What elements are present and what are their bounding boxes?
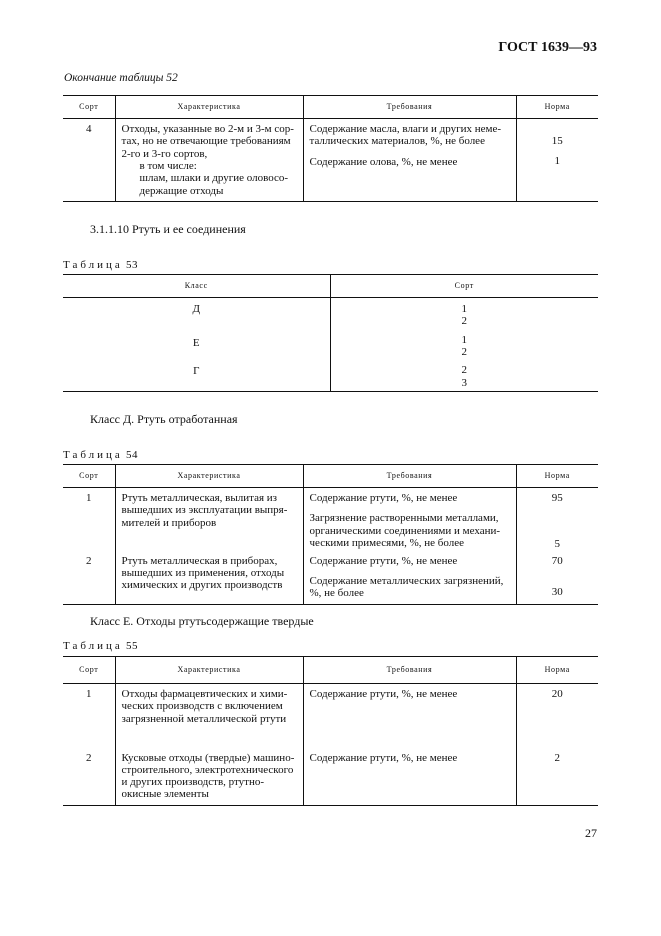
table-header-row bbox=[63, 657, 598, 684]
column-header-norm: Норма bbox=[516, 657, 598, 684]
grade-cell: 1 2 bbox=[461, 333, 467, 358]
table-row bbox=[63, 555, 598, 605]
column-header-requirements: Требования bbox=[303, 465, 516, 488]
grade-cell: 1 2 bbox=[461, 303, 467, 328]
norm-cell: 20 bbox=[551, 688, 563, 700]
column-header-norm: Норма bbox=[516, 96, 598, 119]
table-55-label: Таблица 55 bbox=[63, 640, 139, 652]
column-header-requirements: Требования bbox=[303, 96, 516, 119]
column-header-grade: Сорт bbox=[63, 96, 115, 119]
table-row bbox=[63, 684, 598, 748]
page-number: 27 bbox=[585, 826, 597, 840]
characteristic-cell: Отходы, указанные во 2-м и 3-м сор- тах, но не отвечающие требованиям 2-го и 3-го сортов, в том числе: шлам, шлаки и другие оловосо- держащие отходы bbox=[121, 123, 294, 197]
table-continuation-caption: Окончание таблицы 52 bbox=[64, 72, 178, 84]
table-54-label: Таблица 54 bbox=[63, 449, 139, 461]
class-cell: Г bbox=[193, 365, 200, 377]
column-header-grade: Сорт bbox=[330, 275, 598, 298]
characteristic-cell: Ртуть металлическая, вылитая из вышедших из эксплуатации выпря- мителей и приборов bbox=[121, 492, 288, 529]
requirements-cell: Содержание ртути, %, не менее bbox=[309, 688, 458, 700]
grade-cell: 1 bbox=[86, 492, 92, 504]
table-row bbox=[63, 298, 598, 392]
requirements-cell: Содержание ртути, %, не менее bbox=[309, 751, 458, 764]
table-row bbox=[63, 488, 598, 555]
table-header-row bbox=[63, 465, 598, 488]
characteristic-cell: Отходы фармацевтических и хими- ческих производств с включением загрязненной металлической ртути bbox=[121, 688, 288, 725]
table-53 bbox=[63, 274, 598, 392]
column-header-characteristic: Характеристика bbox=[115, 657, 303, 684]
requirements-cell: Содержание масла, влаги и других неме- таллических материалов, %, не более Содержание олова, %, не менее bbox=[309, 123, 501, 168]
norm-cell: 2 bbox=[554, 751, 560, 764]
column-header-grade: Сорт bbox=[63, 465, 115, 488]
column-header-norm: Норма bbox=[516, 465, 598, 488]
table-row bbox=[63, 119, 598, 202]
norm-cell: 70 30 bbox=[551, 554, 563, 598]
grade-cell: 2 3 bbox=[461, 364, 467, 389]
class-cell: Д bbox=[192, 303, 200, 315]
grade-cell: 1 bbox=[86, 688, 92, 700]
grade-cell: 2 bbox=[86, 751, 92, 764]
table-55 bbox=[63, 656, 598, 806]
table-header-row bbox=[63, 96, 598, 119]
table-header-row bbox=[63, 275, 598, 298]
table-53-label: Таблица 53 bbox=[63, 259, 139, 271]
column-header-grade: Сорт bbox=[63, 657, 115, 684]
grade-cell: 2 bbox=[86, 554, 92, 567]
requirements-cell: Содержание ртути, %, не менее Содержание металлических загрязнений, %, не более bbox=[309, 554, 504, 600]
norm-cell: 15 1 bbox=[551, 135, 563, 168]
class-d-heading: Класс Д. Ртуть отработанная bbox=[90, 412, 238, 426]
requirements-cell: Содержание ртути, %, не менее Загрязнение растворенными металлами, органическими соединениями и механи- ческими примесями, %, не более bbox=[309, 492, 501, 549]
table-54 bbox=[63, 464, 598, 605]
column-header-requirements: Требования bbox=[303, 657, 516, 684]
table-row bbox=[63, 748, 598, 806]
table-52 bbox=[63, 95, 598, 202]
class-cell: Е bbox=[192, 337, 200, 349]
class-e-heading: Класс Е. Отходы ртутьсодержащие твердые bbox=[90, 614, 314, 628]
grade-cell: 4 bbox=[86, 123, 92, 135]
standard-number: ГОСТ 1639—93 bbox=[498, 40, 597, 55]
column-header-characteristic: Характеристика bbox=[115, 465, 303, 488]
column-header-class: Класс bbox=[63, 275, 330, 298]
norm-cell: 95 5 bbox=[551, 492, 563, 551]
section-heading-3-1-1-10: 3.1.1.10 Ртуть и ее соединения bbox=[90, 222, 246, 236]
characteristic-cell: Ртуть металлическая в приборах, вышедших из применения, отходы химических и других производств bbox=[121, 554, 285, 592]
characteristic-cell: Кусковые отходы (твердые) машино- строительного, электротехнического и других производств, ртутно- окисные элементы bbox=[121, 751, 295, 801]
column-header-characteristic: Характеристика bbox=[115, 96, 303, 119]
